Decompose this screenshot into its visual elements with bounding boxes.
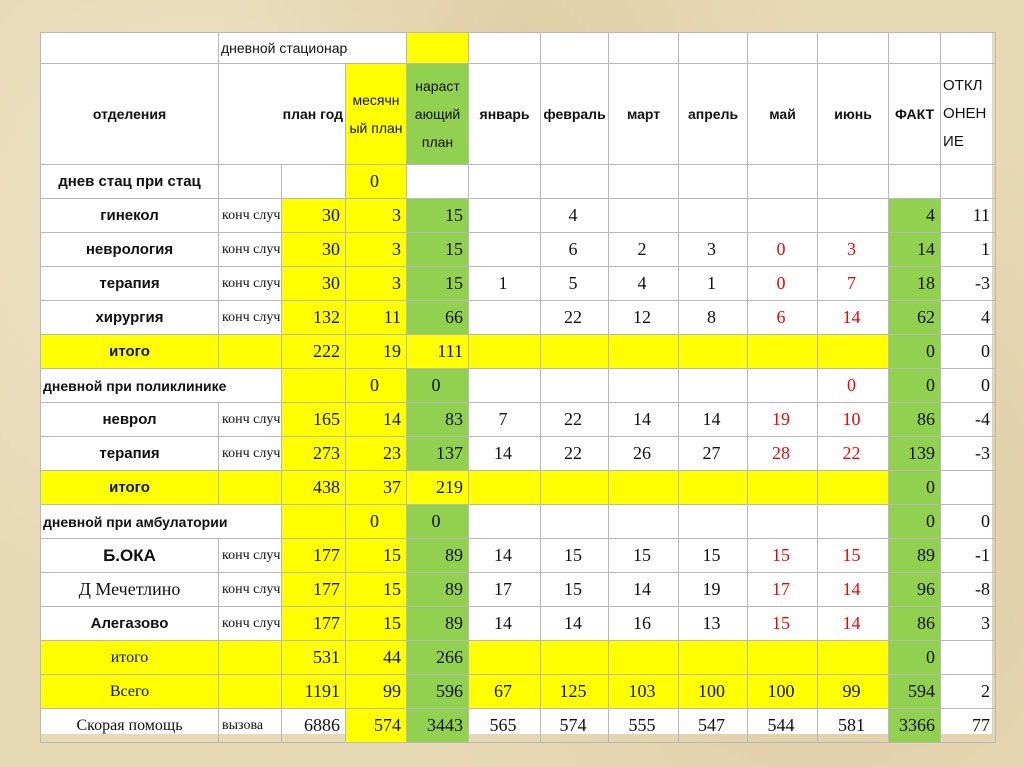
header-row: [41, 64, 996, 165]
cell-fact: 594: [889, 675, 941, 709]
cell-mar: 14: [609, 403, 679, 437]
row-label: итого: [41, 471, 219, 505]
section-label: дневной при поликлинике: [41, 369, 282, 403]
cell-mar: 4: [609, 267, 679, 301]
cell-deviation: 0: [941, 369, 996, 403]
cell-cumulative: 66: [407, 301, 469, 335]
cell-monthly: 3: [346, 233, 407, 267]
header-apr: апрель: [679, 64, 748, 165]
cell-plan: 273: [282, 437, 346, 471]
header-deviation: ОТКЛ ОНЕН ИЕ: [941, 64, 996, 165]
cell-monthly: 11: [346, 301, 407, 335]
cell-monthly: 15: [346, 573, 407, 607]
section-label: дневной при амбулатории: [41, 505, 282, 539]
cell-may: 100: [748, 675, 818, 709]
row-label: Всего: [41, 675, 219, 709]
cell-apr: 8: [679, 301, 748, 335]
cell-monthly: 15: [346, 607, 407, 641]
cell-deviation: 11: [941, 199, 996, 233]
row-label: итого: [41, 641, 219, 675]
cell-plan: 165: [282, 403, 346, 437]
title-row: [41, 33, 996, 64]
cell-cumulative: 15: [407, 267, 469, 301]
cell-jun: 14: [818, 607, 889, 641]
cell-fact: 0: [889, 505, 941, 539]
header-jan: январь: [469, 64, 541, 165]
table-row: [41, 301, 996, 335]
cell-deviation: 4: [941, 301, 996, 335]
cell-mar: 12: [609, 301, 679, 335]
cell-deviation: 2: [941, 675, 996, 709]
cell-jun: 0: [818, 369, 889, 403]
cell-jan: 17: [469, 573, 541, 607]
cell-unit: конч случ: [219, 539, 282, 573]
cell-deviation: -3: [941, 267, 996, 301]
cell-cumulative: 596: [407, 675, 469, 709]
row-label: Б.ОКА: [41, 539, 219, 573]
table-row: [41, 607, 996, 641]
cell-cumulative: 137: [407, 437, 469, 471]
cell-apr: 547: [679, 709, 748, 743]
cell-plan: 222: [282, 335, 346, 369]
cell-unit: конч случ: [219, 573, 282, 607]
cell-deviation: -3: [941, 437, 996, 471]
cell-cumulative: 15: [407, 233, 469, 267]
cell-feb: 15: [541, 539, 609, 573]
cell-fact: 0: [889, 335, 941, 369]
top-label-cell: [219, 33, 407, 64]
cell-may: 15: [748, 607, 818, 641]
cell-cumulative: 0: [407, 369, 469, 403]
cell-fact: 0: [889, 369, 941, 403]
cell-cumulative: 219: [407, 471, 469, 505]
cell-jan: 7: [469, 403, 541, 437]
cell-feb: 15: [541, 573, 609, 607]
cell-may: 0: [748, 233, 818, 267]
cell-plan: 30: [282, 233, 346, 267]
cell-may: 19: [748, 403, 818, 437]
table-row: [41, 437, 996, 471]
cell-feb: 4: [541, 199, 609, 233]
cell-fact: 0: [889, 641, 941, 675]
cell-fact: 18: [889, 267, 941, 301]
header-mar: март: [609, 64, 679, 165]
cell-unit: конч случ: [219, 199, 282, 233]
cell-feb: 5: [541, 267, 609, 301]
cell-cumulative: 89: [407, 573, 469, 607]
cell-feb: 125: [541, 675, 609, 709]
row-label: Алегазово: [41, 607, 219, 641]
row-label: терапия: [41, 267, 219, 301]
cell-plan: 1191: [282, 675, 346, 709]
cell-fact: 139: [889, 437, 941, 471]
cell-plan: 6886: [282, 709, 346, 743]
cell-fact: 4: [889, 199, 941, 233]
cell-unit: конч случ: [219, 403, 282, 437]
cell-fact: 62: [889, 301, 941, 335]
row-label: итого: [41, 335, 219, 369]
cell-cumulative: 3443: [407, 709, 469, 743]
cell-unit: конч случ: [219, 437, 282, 471]
cell-monthly: 0: [346, 165, 407, 199]
cell-plan: 531: [282, 641, 346, 675]
cell-deviation: 1: [941, 233, 996, 267]
row-label: Д Мечетлино: [41, 573, 219, 607]
table-row: [41, 403, 996, 437]
spreadsheet: [40, 32, 992, 734]
row-label: терапия: [41, 437, 219, 471]
cell-unit: конч случ: [219, 233, 282, 267]
cell-feb: 6: [541, 233, 609, 267]
row-label: неврол: [41, 403, 219, 437]
cell-monthly: 574: [346, 709, 407, 743]
cell-mar: 16: [609, 607, 679, 641]
cell-mar: 26: [609, 437, 679, 471]
cell-mar: 555: [609, 709, 679, 743]
cell-may: 0: [748, 267, 818, 301]
section-row: [41, 505, 996, 539]
cell-apr: 1: [679, 267, 748, 301]
grand-total-row: [41, 675, 996, 709]
cell-unit: конч случ: [219, 301, 282, 335]
cell-cumulative: 266: [407, 641, 469, 675]
cell-feb: 22: [541, 403, 609, 437]
cell-feb: 574: [541, 709, 609, 743]
cell-mar: 2: [609, 233, 679, 267]
header-cumulative-plan: нараст ающий план: [407, 64, 469, 165]
total-row: [41, 471, 996, 505]
header-feb: февраль: [541, 64, 609, 165]
cell-apr: 15: [679, 539, 748, 573]
header-fact: ФАКТ: [889, 64, 941, 165]
cell-jan: 1: [469, 267, 541, 301]
cell-deviation: 77: [941, 709, 996, 743]
cell-plan: 132: [282, 301, 346, 335]
cell-jan: 14: [469, 607, 541, 641]
cell-deviation: -8: [941, 573, 996, 607]
table-row: [41, 709, 996, 743]
cell-mar: 14: [609, 573, 679, 607]
cell-monthly: 19: [346, 335, 407, 369]
header-may: май: [748, 64, 818, 165]
cell-fact: 89: [889, 539, 941, 573]
cell-plan: 177: [282, 607, 346, 641]
cell-fact: 3366: [889, 709, 941, 743]
cell-monthly: 44: [346, 641, 407, 675]
cell-may: 15: [748, 539, 818, 573]
cell-unit: конч случ: [219, 607, 282, 641]
table-row: [41, 199, 996, 233]
cell-fact: 0: [889, 471, 941, 505]
header-monthly-plan: месячн ый план: [346, 64, 407, 165]
cell-deviation: -1: [941, 539, 996, 573]
cell-jun: 14: [818, 573, 889, 607]
cell-plan: 177: [282, 539, 346, 573]
section-label: днев стац при стац: [41, 165, 219, 199]
cell-fact: 96: [889, 573, 941, 607]
cell-monthly: 0: [346, 505, 407, 539]
table-row: [41, 233, 996, 267]
cell-monthly: 99: [346, 675, 407, 709]
cell-apr: 100: [679, 675, 748, 709]
cell-mar: 103: [609, 675, 679, 709]
cell-monthly: 0: [346, 369, 407, 403]
cell-unit: конч случ: [219, 267, 282, 301]
cell-cumulative: 83: [407, 403, 469, 437]
row-label: гинекол: [41, 199, 219, 233]
cell-jan: 14: [469, 437, 541, 471]
cell-may: 17: [748, 573, 818, 607]
cell-fact: 86: [889, 607, 941, 641]
cell-monthly: 15: [346, 539, 407, 573]
cell-monthly: 3: [346, 199, 407, 233]
cell-plan: 177: [282, 573, 346, 607]
row-label: неврология: [41, 233, 219, 267]
cell-deviation: 0: [941, 335, 996, 369]
cell-apr: 14: [679, 403, 748, 437]
table-row: [41, 573, 996, 607]
row-label: Скорая помощь: [41, 709, 219, 743]
cell-fact: 86: [889, 403, 941, 437]
table-row: [41, 539, 996, 573]
cell-monthly: 14: [346, 403, 407, 437]
cell-apr: 13: [679, 607, 748, 641]
cell-may: 544: [748, 709, 818, 743]
header-plan-year: план год: [219, 64, 346, 165]
cell-monthly: 23: [346, 437, 407, 471]
cell-cumulative: 89: [407, 607, 469, 641]
cell-apr: 3: [679, 233, 748, 267]
cell-feb: 22: [541, 437, 609, 471]
total-row: [41, 335, 996, 369]
cell-jan: 67: [469, 675, 541, 709]
cell-plan: 30: [282, 267, 346, 301]
cell-cumulative: 0: [407, 505, 469, 539]
cell-jun: 7: [818, 267, 889, 301]
cell-jun: 99: [818, 675, 889, 709]
cell-cumulative: 111: [407, 335, 469, 369]
cell-jan: 565: [469, 709, 541, 743]
cell-jun: 10: [818, 403, 889, 437]
cell-plan: 30: [282, 199, 346, 233]
cell-mar: 15: [609, 539, 679, 573]
top-label: дневной стационар: [221, 40, 348, 56]
cell-may: 28: [748, 437, 818, 471]
cell-apr: 27: [679, 437, 748, 471]
cell-jun: 22: [818, 437, 889, 471]
cell-unit: вызова: [219, 709, 282, 743]
cell-feb: 22: [541, 301, 609, 335]
cell-feb: 14: [541, 607, 609, 641]
cell-deviation: -4: [941, 403, 996, 437]
header-department: отделения: [41, 64, 219, 165]
cell-jun: 14: [818, 301, 889, 335]
day-hospital-table: [40, 32, 996, 743]
cell-jan: 14: [469, 539, 541, 573]
cell-monthly: 3: [346, 267, 407, 301]
cell-cumulative: 15: [407, 199, 469, 233]
cell-cumulative: 89: [407, 539, 469, 573]
total-row: [41, 641, 996, 675]
cell-jun: 15: [818, 539, 889, 573]
row-label: хирургия: [41, 301, 219, 335]
cell-monthly: 37: [346, 471, 407, 505]
cell-jun: 3: [818, 233, 889, 267]
cell-jun: 581: [818, 709, 889, 743]
cell-may: 6: [748, 301, 818, 335]
cell-plan: 438: [282, 471, 346, 505]
cell-apr: 19: [679, 573, 748, 607]
section-row: [41, 369, 996, 403]
table-row: [41, 267, 996, 301]
header-jun: июнь: [818, 64, 889, 165]
cell-deviation: 3: [941, 607, 996, 641]
section-row: [41, 165, 996, 199]
cell-deviation: 0: [941, 505, 996, 539]
cell-fact: 14: [889, 233, 941, 267]
